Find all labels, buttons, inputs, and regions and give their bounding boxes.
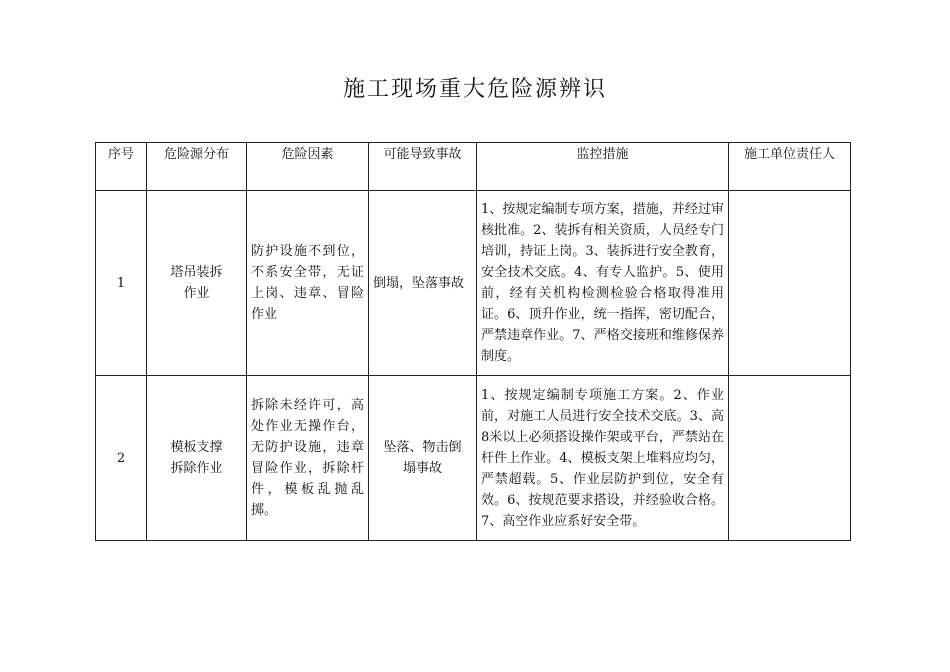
cell-location: 塔吊装拆作业 bbox=[147, 191, 247, 376]
cell-measures: 1、按规定编制专项施工方案。2、作业前，对施工人员进行安全技术交底。3、高8米以上必须搭设操作架或平台，严禁站在杆件上作业。4、模板支架上堆料应均匀，严禁超载。5、作业层防护到位，安全有效。6、按规范要求搭设，并经验收合格。7、高空作业应系好安全带。 bbox=[477, 376, 729, 541]
page-title: 施工现场重大危险源辨识 bbox=[342, 77, 607, 102]
hazard-table bbox=[95, 142, 851, 541]
cell-responsible bbox=[729, 191, 851, 376]
cell-location: 模板支撑拆除作业 bbox=[147, 376, 247, 541]
cell-measures: 1、按规定编制专项方案，措施，并经过审核批准。2、装拆有相关资质，人员经专门培训，持证上岗。3、装拆进行安全教育，安全技术交底。4、有专人监护。5、使用前，经有关机构检测检验合格取得准用证。6、顶升作业，统一指挥，密切配合，严禁违章作业。7、严格交接班和维修保养制度。 bbox=[477, 191, 729, 376]
cell-no: 2 bbox=[96, 376, 147, 541]
header-measures: 监控措施 bbox=[477, 143, 729, 191]
header-accident: 可能导致事故 bbox=[369, 143, 477, 191]
table-row bbox=[96, 191, 851, 376]
cell-accident: 倒塌，坠落事故 bbox=[369, 191, 477, 376]
cell-no: 1 bbox=[96, 191, 147, 376]
table-header-row bbox=[96, 143, 851, 191]
cell-accident: 坠落、物击倒塌事故 bbox=[369, 376, 477, 541]
header-no: 序号 bbox=[96, 143, 147, 191]
header-factors: 危险因素 bbox=[247, 143, 369, 191]
cell-factors: 拆除未经许可，高处作业无操作台，无防护设施，违章冒险作业，拆除杆件，模板乱抛乱掷。 bbox=[247, 376, 369, 541]
header-responsible: 施工单位责任人 bbox=[729, 143, 851, 191]
cell-responsible bbox=[729, 376, 851, 541]
header-location: 危险源分布 bbox=[147, 143, 247, 191]
table-row bbox=[96, 376, 851, 541]
cell-factors: 防护设施不到位，不系安全带，无证上岗、违章、冒险作业 bbox=[247, 191, 369, 376]
